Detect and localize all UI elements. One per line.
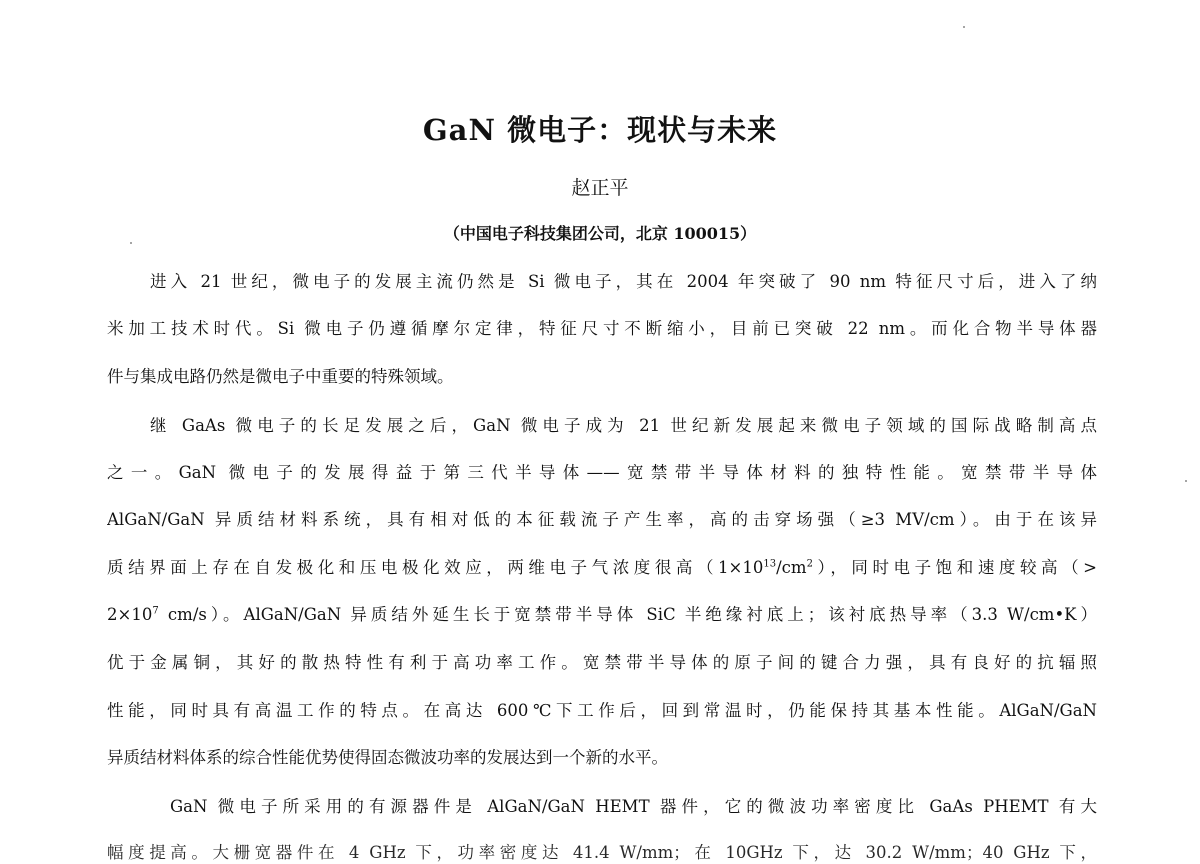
paragraph-2-line-4 (107, 557, 1097, 579)
scan-speck (963, 26, 965, 28)
line-4-text-a: 质结界面上存在自发极化和压电极化效应，两维电子气浓度很高（1×10 (107, 558, 764, 577)
line-5-text-b: cm/s）。AlGaN/GaN 异质结外延生长于宽禁带半导体 SiC 半绝缘衬底上；该衬底热导率（3.3 W/cm•K） (158, 605, 1097, 624)
paper-title: GaN 微电子：现状与未来 (422, 113, 778, 147)
paragraph-2-line-2: 之一。GaN 微电子的发展得益于第三代半导体——宽禁带半导体材料的独特性能。宽禁带半导体 (107, 463, 1097, 482)
paragraph-2-line-8: 异质结材料体系的综合性能优势使得固态微波功率的发展达到一个新的水平。 (107, 748, 668, 767)
line-5-text-a: 2×10 (107, 605, 153, 624)
superscript-7: 7 (152, 605, 159, 617)
superscript-13: 13 (763, 558, 777, 570)
author-affiliation: （中国电子科技集团公司，北京 100015） (443, 224, 757, 243)
line-4-text-c: ），同时电子饱和速度较高（> (812, 558, 1097, 577)
scan-speck (130, 242, 132, 244)
paragraph-3-line-1: GaN 微电子所采用的有源器件是 AlGaN/GaN HEMT 器件，它的微波功率密度比 GaAs PHEMT 有大 (170, 797, 1097, 816)
paragraph-2-line-7: 性能，同时具有高温工作的特点。在高达 600℃下工作后，回到常温时，仍能保持其基本性能。AlGaN/GaN (107, 701, 1097, 720)
author-name: 赵正平 (571, 177, 629, 199)
scan-speck (1185, 480, 1187, 482)
superscript-2: 2 (806, 558, 813, 570)
paragraph-1-line-1: 进入 21 世纪，微电子的发展主流仍然是 Si 微电子，其在 2004 年突破了 90 nm 特征尺寸后，进入了纳 (150, 272, 1097, 291)
paragraph-2-line-1: 继 GaAs 微电子的长足发展之后，GaN 微电子成为 21 世纪新发展起来微电子领域的国际战略制高点 (150, 416, 1097, 435)
line-4-text-b: /cm (776, 558, 807, 577)
paragraph-1-line-3: 件与集成电路仍然是微电子中重要的特殊领域。 (107, 367, 454, 386)
paragraph-2-line-5 (107, 604, 1097, 626)
paragraph-2-line-6: 优于金属铜，其好的散热特性有利于高功率工作。宽禁带半导体的原子间的键合力强，具有良好的抗辐照 (107, 653, 1097, 672)
paragraph-3-line-2: 幅度提高。大栅宽器件在 4 GHz 下，功率密度达 41.4 W/mm；在 10GHz 下，达 30.2 W/mm；40 GHz 下， (107, 843, 1097, 862)
paragraph-2-line-3: AlGaN/GaN 异质结材料系统，具有相对低的本征载流子产生率，高的击穿场强（≥3 MV/cm）。由于在该异 (107, 510, 1097, 529)
paragraph-1-line-2: 米加工技术时代。Si 微电子仍遵循摩尔定律，特征尺寸不断缩小，目前已突破 22 nm。而化合物半导体器 (107, 319, 1097, 338)
